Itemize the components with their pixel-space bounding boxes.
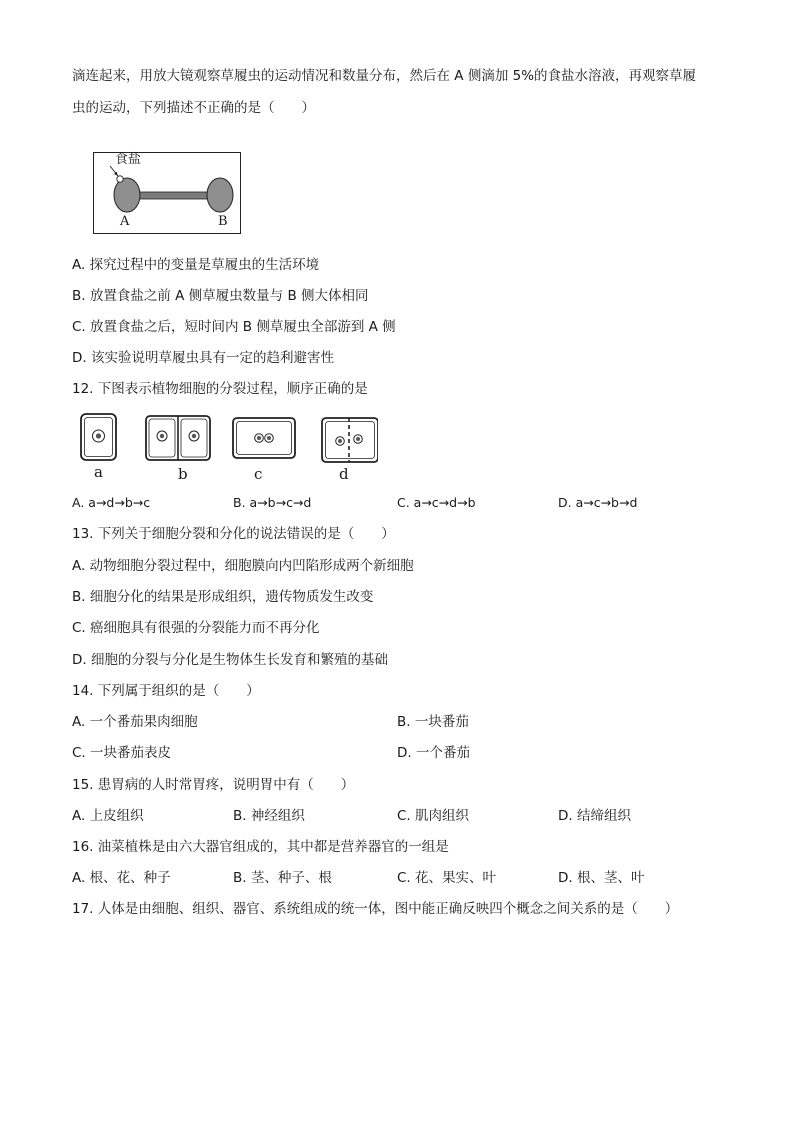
cell-label-a: a xyxy=(94,463,103,481)
drop-a xyxy=(114,178,140,212)
cell-label-d: d xyxy=(339,465,349,483)
drop-b xyxy=(207,178,233,212)
q12-option-d[interactable]: D. a→c→b→d xyxy=(558,495,638,510)
q15-option-d[interactable]: D. 结缔组织 xyxy=(558,808,631,824)
q11-option-d[interactable]: D. 该实验说明草履虫具有一定的趋利避害性 xyxy=(72,350,334,366)
cell-division-diagram xyxy=(78,412,378,484)
q11-option-c[interactable]: C. 放置食盐之后，短时间内 B 侧草履虫全部游到 A 侧 xyxy=(72,319,396,335)
salt-label: 食盐 xyxy=(115,152,142,167)
q12-option-b[interactable]: B. a→b→c→d xyxy=(233,495,312,510)
q13-option-a[interactable]: A. 动物细胞分裂过程中，细胞膜向内凹陷形成两个新细胞 xyxy=(72,558,414,574)
cell-label-c: c xyxy=(254,465,263,483)
q16-option-b[interactable]: B. 茎、种子、根 xyxy=(233,870,332,886)
question-15-stem: 15. 患胃病的人时常胃疼，说明胃中有（ ） xyxy=(72,777,355,793)
question-17-stem: 17. 人体是由细胞、组织、器官、系统组成的统一体，图中能正确反映四个概念之间关系的是（ ） xyxy=(72,901,679,917)
drop-b-label: B xyxy=(218,214,228,229)
q13-option-c[interactable]: C. 癌细胞具有很强的分裂能力而不再分化 xyxy=(72,620,320,636)
q16-option-a[interactable]: A. 根、花、种子 xyxy=(72,870,171,886)
q15-option-b[interactable]: B. 神经组织 xyxy=(233,808,305,824)
q15-option-a[interactable]: A. 上皮组织 xyxy=(72,808,144,824)
q11-option-b[interactable]: B. 放置食盐之前 A 侧草履虫数量与 B 侧大体相同 xyxy=(72,288,369,304)
q14-option-d[interactable]: D. 一个番茄 xyxy=(397,745,470,761)
q16-option-c[interactable]: C. 花、果实、叶 xyxy=(397,870,497,886)
question-11-text-line2: 虫的运动，下列描述不正确的是（ ） xyxy=(72,100,315,116)
q16-option-d[interactable]: D. 根、茎、叶 xyxy=(558,870,645,886)
cell-a xyxy=(81,414,116,460)
question-16-stem: 16. 油菜植株是由六大器官组成的，其中都是营养器官的一组是 xyxy=(72,839,449,855)
cell-c xyxy=(233,418,295,458)
cell-d xyxy=(322,418,378,462)
q14-option-a[interactable]: A. 一个番茄果肉细胞 xyxy=(72,714,198,730)
drop-a-label: A xyxy=(120,214,130,229)
q15-option-c[interactable]: C. 肌肉组织 xyxy=(397,808,470,824)
salt-grain xyxy=(117,176,123,182)
cell-b xyxy=(146,416,210,460)
cell-division-figure xyxy=(78,412,378,484)
question-13-stem: 13. 下列关于细胞分裂和分化的说法错误的是（ ） xyxy=(72,526,395,542)
question-14-stem: 14. 下列属于组织的是（ ） xyxy=(72,683,260,699)
q11-option-a[interactable]: A. 探究过程中的变量是草履虫的生活环境 xyxy=(72,257,320,273)
paramecium-experiment-figure xyxy=(93,152,241,234)
q14-option-c[interactable]: C. 一块番茄表皮 xyxy=(72,745,172,761)
q13-option-d[interactable]: D. 细胞的分裂与分化是生物体生长发育和繁殖的基础 xyxy=(72,652,388,668)
q13-option-b[interactable]: B. 细胞分化的结果是形成组织，遗传物质发生改变 xyxy=(72,589,374,605)
q12-option-a[interactable]: A. a→d→b→c xyxy=(72,495,151,510)
q12-option-c[interactable]: C. a→c→d→b xyxy=(397,495,476,510)
question-12-stem: 12. 下图表示植物细胞的分裂过程，顺序正确的是 xyxy=(72,381,368,397)
q14-option-b[interactable]: B. 一块番茄 xyxy=(397,714,469,730)
question-11-text-line1: 滴连起来，用放大镜观察草履虫的运动情况和数量分布，然后在 A 侧滴加 5%的食盐水溶液，再观察草履 xyxy=(72,68,697,84)
cell-label-b: b xyxy=(178,465,188,483)
